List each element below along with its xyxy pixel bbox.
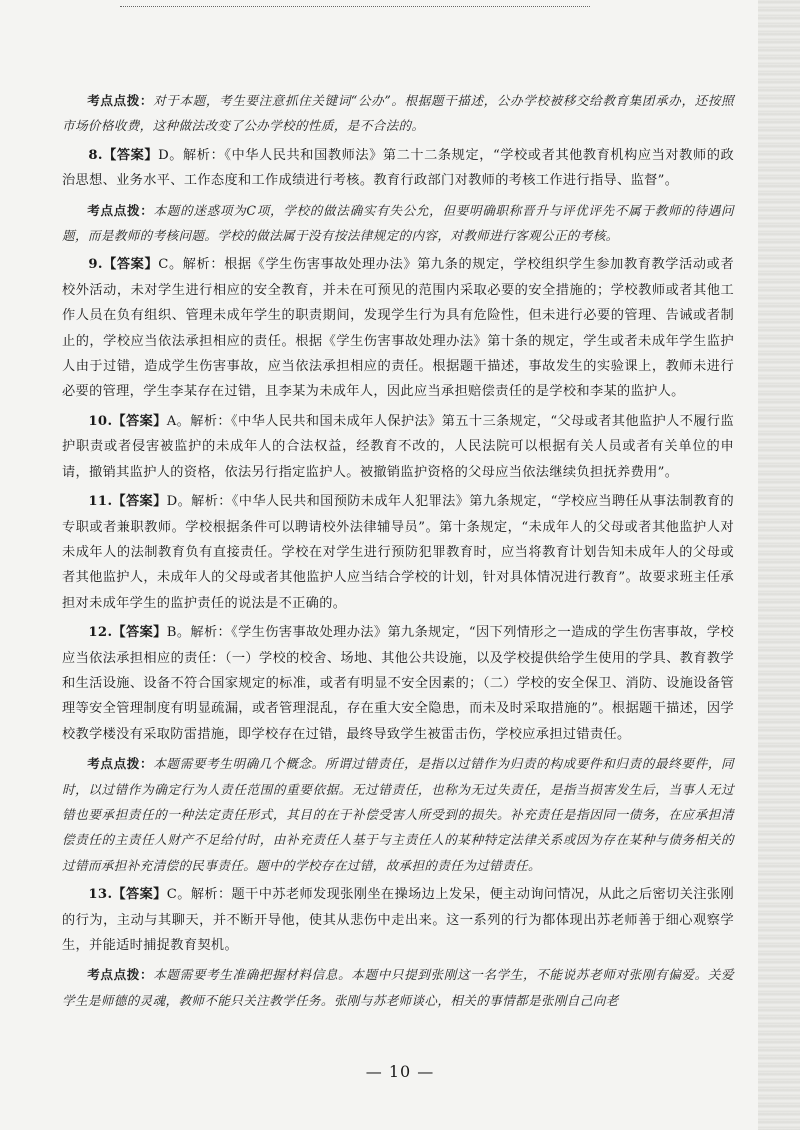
answer-label: 12.【答案】 — [88, 625, 167, 641]
tip-paragraph — [62, 198, 734, 249]
answer-text: B。解析：《学生伤害事故处理办法》第九条规定，“因下列情形之一造成的学生伤害事故，学校应当依法承担相应的责任：（一）学校的校舍、场地、其他公共设施，以及学校提供给学生使用的学具、教育教学和生活设施、设备不符合国家规定的标准，或者有明显不安全因素的；（二）学校的安全保卫、消防、设施设备管理等安全管理制度有明显疏漏，或者管理混乱，存在重大安全隐患，而未及时采取措施的”。根据题干描述，因学校教学楼没有采取防雷措施，即学校存在过错，最终导致学生被雷击伤，学校应承担过错责任。 — [62, 625, 734, 742]
document-body — [62, 88, 734, 1017]
tip-label: 考点点拨： — [87, 93, 154, 108]
answer-paragraph — [62, 882, 734, 958]
answer-label: 8.【答案】 — [88, 147, 159, 163]
answer-paragraph — [62, 409, 734, 485]
answer-text: A。解析：《中华人民共和国未成年人保护法》第五十三条规定，“父母或者其他监护人不履行监护职责或者侵害被监护的未成年人的合法权益，经教育不改的，人民法院可以根据有关人员或者有关单位的申请，撤销其监护人的资格，依法另行指定监护人。被撤销监护资格的父母应当依法继续负担抚养费用”。 — [62, 413, 734, 480]
answer-paragraph — [62, 143, 734, 194]
answer-paragraph — [62, 489, 734, 616]
page-number: — 10 — — [365, 1062, 435, 1081]
tip-text: 本题需要考生准确把握材料信息。本题中只提到张刚这一名学生，不能说苏老师对张刚有偏爱。关爱学生是师德的灵魂，教师不能只关注教学任务。张刚与苏老师谈心，相关的事情都是张刚自己向老 — [62, 967, 734, 1008]
answer-label: 9.【答案】 — [88, 257, 159, 273]
answer-text: C。解析：根据《学生伤害事故处理办法》第九条的规定，学校组织学生参加教育教学活动或者校外活动，未对学生进行相应的安全教育，并未在可预见的范围内采取必要的安全措施的；学校教师或者其他工作人员在负有组织、管理未成年学生的职责期间，发现学生行为具有危险性，但未进行必要的管理、告诫或者制止的，学校应当依法承担相应的责任。根据《学生伤害事故处理办法》第十条的规定，学生或者未成年学生监护人由于过错，造成学生伤害事故，应当依法承担相应的责任。根据题干描述，事故发生的实验课上，教师未进行必要的管理，学生李某存在过错，且李某为未成年人，因此应当承担赔偿责任的是学校和李某的监护人。 — [62, 257, 734, 400]
answer-paragraph — [62, 252, 734, 404]
tip-text: 本题需要考生明确几个概念。所谓过错责任，是指以过错作为归责的构成要件和归责的最终要件，同时，以过错作为确定行为人责任范围的重要依据。无过错责任，也称为无过失责任，是指当损害发生后，当事人无过错也要承担责任的一种法定责任形式，其目的在于补偿受害人所受到的损失。补充责任是指因同一债务，在应承担清偿责任的主责任人财产不足给付时，由补充责任人基于与主责任人的某种特定法律关系或因为存在某种与债务相关的过错而承担补充清偿的民事责任。题中的学校存在过错，故承担的责任为过错责任。 — [62, 756, 734, 873]
answer-label: 10.【答案】 — [88, 413, 167, 429]
top-dotted-rule — [120, 6, 590, 7]
tip-label: 考点点拨： — [87, 967, 154, 983]
answer-label: 13.【答案】 — [88, 887, 167, 903]
scan-page-edge — [758, 0, 800, 1130]
answer-text: D。解析：《中华人民共和国教师法》第二十二条规定，“学校或者其他教育机构应当对教师的政治思想、业务水平、工作态度和工作成绩进行考核。教育行政部门对教师的考核工作进行指导、监督”。 — [62, 147, 734, 189]
tip-paragraph — [62, 88, 734, 139]
tip-paragraph — [62, 751, 734, 878]
answer-paragraph — [62, 620, 734, 747]
answer-text: C。解析：题干中苏老师发现张刚坐在操场边上发呆，便主动询问情况，从此之后密切关注张刚的行为，主动与其聊天，并不断开导他，使其从悲伤中走出来。这一系列的行为都体现出苏老师善于细心观察学生，并能适时捕捉教育契机。 — [62, 887, 734, 953]
tip-label: 考点点拨： — [87, 202, 154, 218]
tip-text: 对于本题，考生要注意抓住关键词“公办”。根据题干描述，公办学校被移交给教育集团承办，还按照市场价格收费，这种做法改变了公办学校的性质，是不合法的。 — [62, 93, 734, 134]
tip-label: 考点点拨： — [87, 756, 154, 772]
tip-paragraph — [62, 962, 734, 1013]
tip-text: 本题的迷惑项为C项，学校的做法确实有失公允，但要明确职称晋升与评优评先不属于教师的待遇问题，而是教师的考核问题。学校的做法属于没有按法律规定的内容，对教师进行客观公正的考核。 — [62, 202, 734, 244]
answer-text: D。解析：《中华人民共和国预防未成年人犯罪法》第九条规定，“学校应当聘任从事法制教育的专职或者兼职教师。学校根据条件可以聘请校外法律辅导员”。第十条规定，“未成年人的父母或者其他监护人对未成年人的法制教育负有直接责任。学校在对学生进行预防犯罪教育时，应当将教育计划告知未成年人的父母或者其他监护人，未成年人的父母或者其他监护人应当结合学校的计划，针对具体情况进行教育”。故要求班主任承担对未成年学生的监护责任的说法是不正确的。 — [62, 494, 734, 611]
answer-label: 11.【答案】 — [88, 494, 167, 510]
